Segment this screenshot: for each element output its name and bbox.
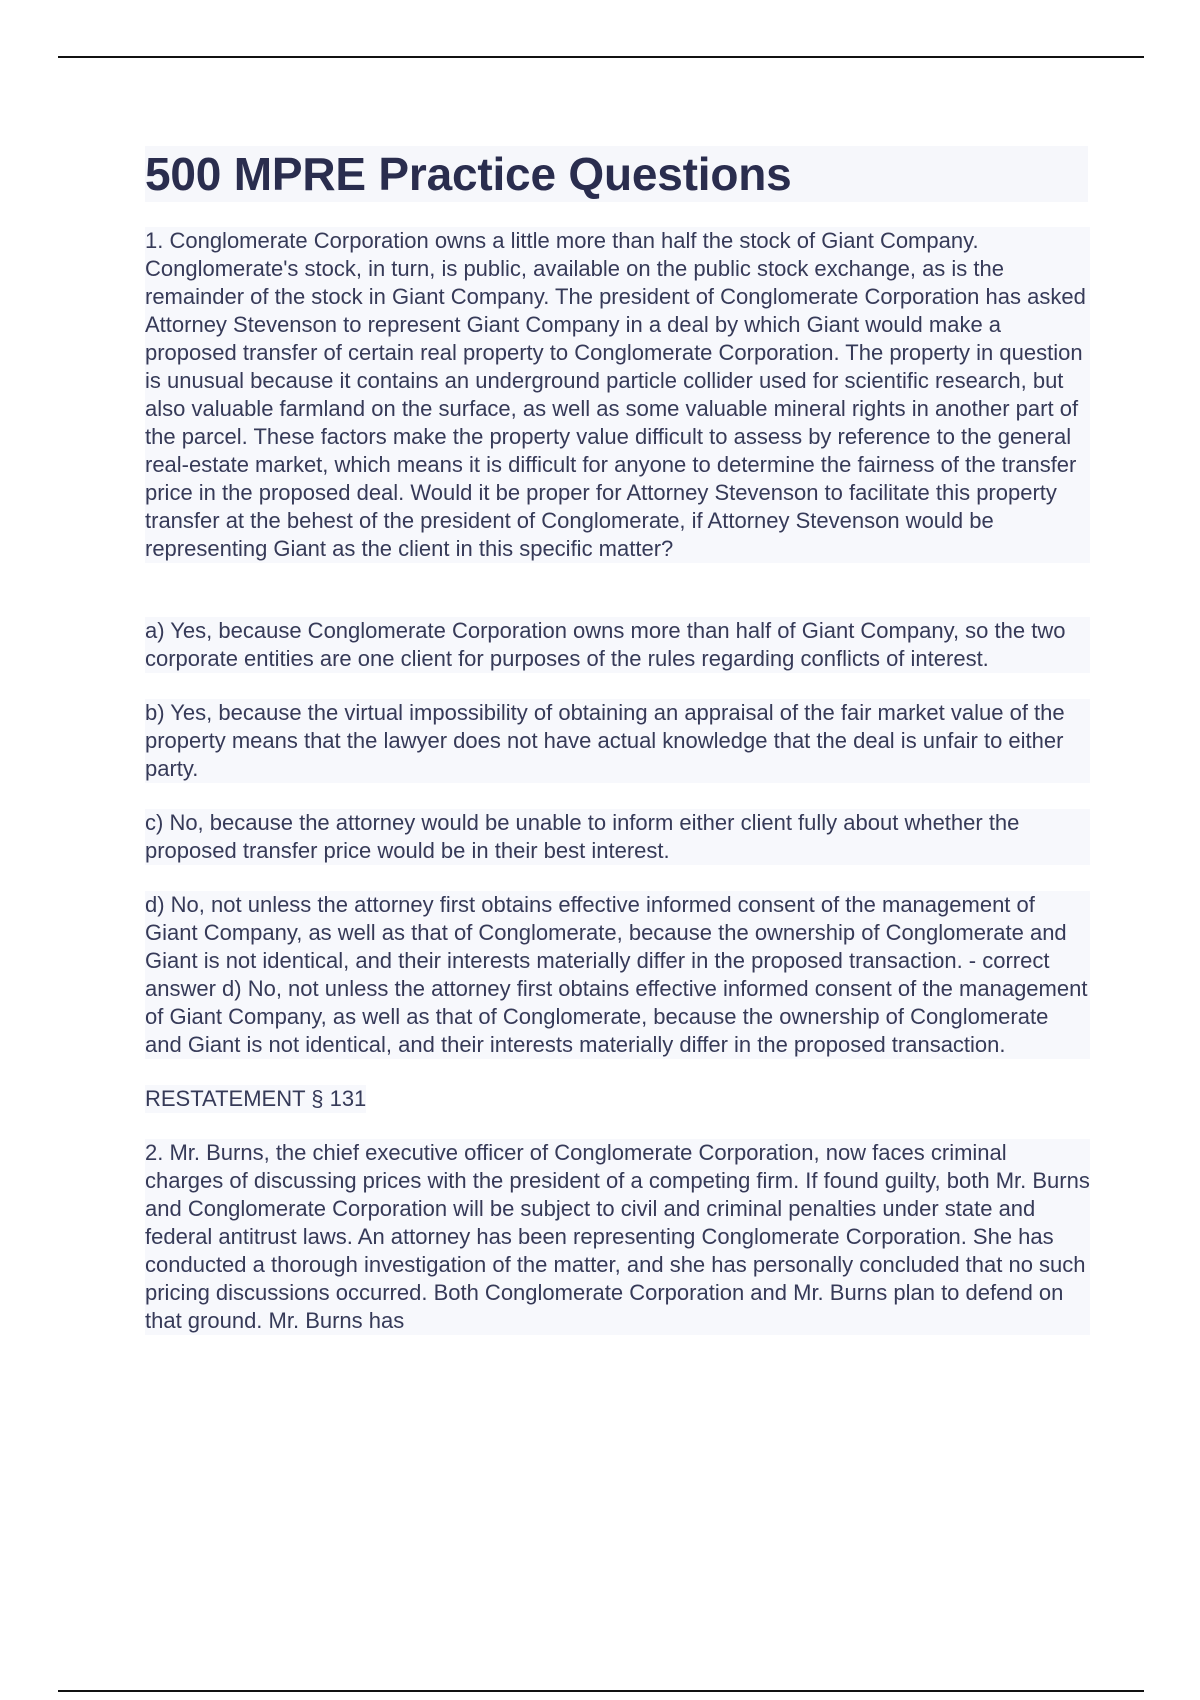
question-1-option-a: a) Yes, because Conglomerate Corporation owns more than half of Giant Company, so the two corporate entities are one client for purposes of the rules regarding conflicts of interest. [145, 617, 1090, 673]
page-top-rule [58, 56, 1144, 58]
question-1-text: 1. Conglomerate Corporation owns a little more than half the stock of Giant Company. Conglomerate's stock, in turn, is public, available on the public stock exchange, as is the remainder of the stock in Giant Company. The president of Conglomerate Corporation has asked Attorney Stevenson to represent Giant Company in a deal by which Giant would make a proposed transfer of certain real property to Conglomerate Corporation. The property in question is unusual because it contains an underground particle collider used for scientific research, but also valuable farmland on the surface, as well as some valuable mineral rights in another part of the parcel. These factors make the property value difficult to assess by reference to the general real-estate market, which means it is difficult for anyone to determine the fairness of the transfer price in the proposed deal. Would it be proper for Attorney Stevenson to facilitate this property transfer at the behest of the president of Conglomerate, if Attorney Stevenson would be representing Giant as the client in this specific matter? [145, 227, 1090, 563]
page-title: 500 MPRE Practice Questions [145, 148, 792, 200]
question-1-option-d-and-answer: d) No, not unless the attorney first obtains effective informed consent of the management of Giant Company, as well as that of Conglomerate, because the ownership of Conglomerate and Giant is not identical, and their interests materially differ in the proposed transaction. - correct answer d) No, not unless the attorney first obtains effective informed consent of the management of Giant Company, as well as that of Conglomerate, because the ownership of Conglomerate and Giant is not identical, and their interests materially differ in the proposed transaction. [145, 891, 1090, 1059]
page-bottom-rule [58, 1690, 1144, 1692]
document-body [145, 227, 1090, 1335]
question-2-text: 2. Mr. Burns, the chief executive officer of Conglomerate Corporation, now faces criminal charges of discussing prices with the president of a competing firm. If found guilty, both Mr. Burns and Conglomerate Corporation will be subject to civil and criminal penalties under state and federal antitrust laws. An attorney has been representing Conglomerate Corporation. She has conducted a thorough investigation of the matter, and she has personally concluded that no such pricing discussions occurred. Both Conglomerate Corporation and Mr. Burns plan to defend on that ground. Mr. Burns has [145, 1140, 1090, 1333]
question-1-option-c: c) No, because the attorney would be unable to inform either client fully about whether the proposed transfer price would be in their best interest. [145, 809, 1090, 865]
question-1-source: RESTATEMENT § 131 [145, 1086, 367, 1111]
question-1-option-b: b) Yes, because the virtual impossibility of obtaining an appraisal of the fair market value of the property means that the lawyer does not have actual knowledge that the deal is unfair to either party. [145, 699, 1090, 783]
